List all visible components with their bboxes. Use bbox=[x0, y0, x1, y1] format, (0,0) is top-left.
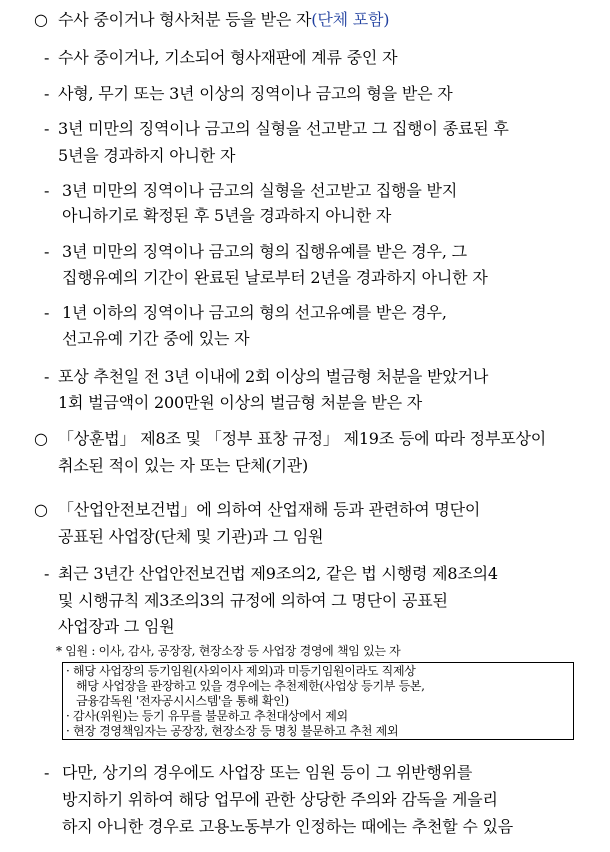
item-dash: - bbox=[44, 181, 50, 200]
item-line: 1회 벌금액이 200만원 이상의 벌금형 처분을 받은 자 bbox=[58, 393, 422, 412]
item-line: 방지하기 위하여 해당 업무에 관한 상당한 주의와 감독을 게을리 bbox=[62, 790, 498, 809]
heading-text: 수사 중이거나 형사처분 등을 받은 자 bbox=[58, 10, 312, 29]
item-line: 수사 중이거나, 기소되어 형사재판에 계류 중인 자 bbox=[58, 48, 398, 67]
section-line: 취소된 적이 있는 자 또는 단체(기관) bbox=[58, 456, 309, 475]
note-box-line: 해당 사업장을 관장하고 있을 경우에는 추천제한(사업상 등기부 등본, bbox=[76, 679, 425, 693]
item-line: 다만, 상기의 경우에도 사업장 또는 임원 등이 그 위반행위를 bbox=[62, 763, 473, 782]
item-line: 3년 미만의 징역이나 금고의 형의 집행유예를 받은 경우, 그 bbox=[62, 242, 467, 261]
item-line: 하지 아니한 경우로 고용노동부가 인정하는 때에는 추천할 수 있음 bbox=[62, 817, 514, 836]
heading-parenthetical: (단체 포함) bbox=[311, 10, 390, 29]
item-dash: - bbox=[44, 84, 50, 103]
item-line: 선고유예 기간 중에 있는 자 bbox=[62, 329, 250, 348]
note-box-line: 금융감독원 '전자공시시스템'을 통해 확인) bbox=[76, 694, 289, 708]
note-box-line: · 현장 경영책임자는 공장장, 현장소장 등 명칭 불문하고 추천 제외 bbox=[66, 724, 399, 738]
item-line: 사형, 무기 또는 3년 이상의 징역이나 금고의 형을 받은 자 bbox=[58, 84, 453, 103]
item-line: 1년 이하의 징역이나 금고의 형의 선고유예를 받은 경우, bbox=[62, 303, 447, 322]
item-line: 3년 미만의 징역이나 금고의 실형을 선고받고 집행을 받지 bbox=[62, 181, 458, 200]
note-box-line: · 해당 사업장의 등기임원(사외이사 제외)과 미등기임원이라도 직제상 bbox=[66, 664, 416, 678]
section-line: 공표된 사업장(단체 및 기관)과 그 임원 bbox=[58, 527, 324, 546]
section-heading bbox=[58, 10, 389, 30]
footnote: * 임원 : 이사, 감사, 공장장, 현장소장 등 사업장 경영에 책임 있는 자 bbox=[56, 644, 401, 658]
item-line: 사업장과 그 임원 bbox=[58, 617, 175, 636]
item-dash: - bbox=[44, 119, 50, 138]
item-dash: - bbox=[44, 367, 50, 386]
section-marker: ○ bbox=[34, 500, 48, 519]
note-box-line: · 감사(위원)는 등기 유무를 불문하고 추천대상에서 제외 bbox=[66, 709, 348, 723]
item-dash: - bbox=[44, 48, 50, 67]
section-line: 「산업안전보건법」에 의하여 산업재해 등과 관련하여 명단이 bbox=[58, 500, 481, 519]
item-dash: - bbox=[44, 763, 50, 782]
item-dash: - bbox=[44, 242, 50, 261]
item-line: 아니하기로 확정된 후 5년을 경과하지 아니한 자 bbox=[62, 206, 392, 225]
item-line: 최근 3년간 산업안전보건법 제9조의2, 같은 법 시행령 제8조의4 bbox=[58, 564, 498, 583]
item-dash: - bbox=[44, 564, 50, 583]
item-line: 3년 미만의 징역이나 금고의 실형을 선고받고 그 집행이 종료된 후 bbox=[58, 119, 509, 138]
section-line: 「상훈법」 제8조 및 「정부 표창 규정」 제19조 등에 따라 정부포상이 bbox=[58, 429, 547, 448]
section-marker: ○ bbox=[34, 429, 48, 448]
section-marker: ○ bbox=[34, 10, 48, 29]
item-line: 및 시행규칙 제3조의3의 규정에 의하여 그 명단이 공표된 bbox=[58, 591, 448, 610]
item-line: 5년을 경과하지 아니한 자 bbox=[58, 146, 236, 165]
item-line: 포상 추천일 전 3년 이내에 2회 이상의 벌금형 처분을 받았거나 bbox=[58, 367, 489, 386]
item-line: 집행유예의 기간이 완료된 날로부터 2년을 경과하지 아니한 자 bbox=[62, 268, 488, 287]
item-dash: - bbox=[44, 303, 50, 322]
